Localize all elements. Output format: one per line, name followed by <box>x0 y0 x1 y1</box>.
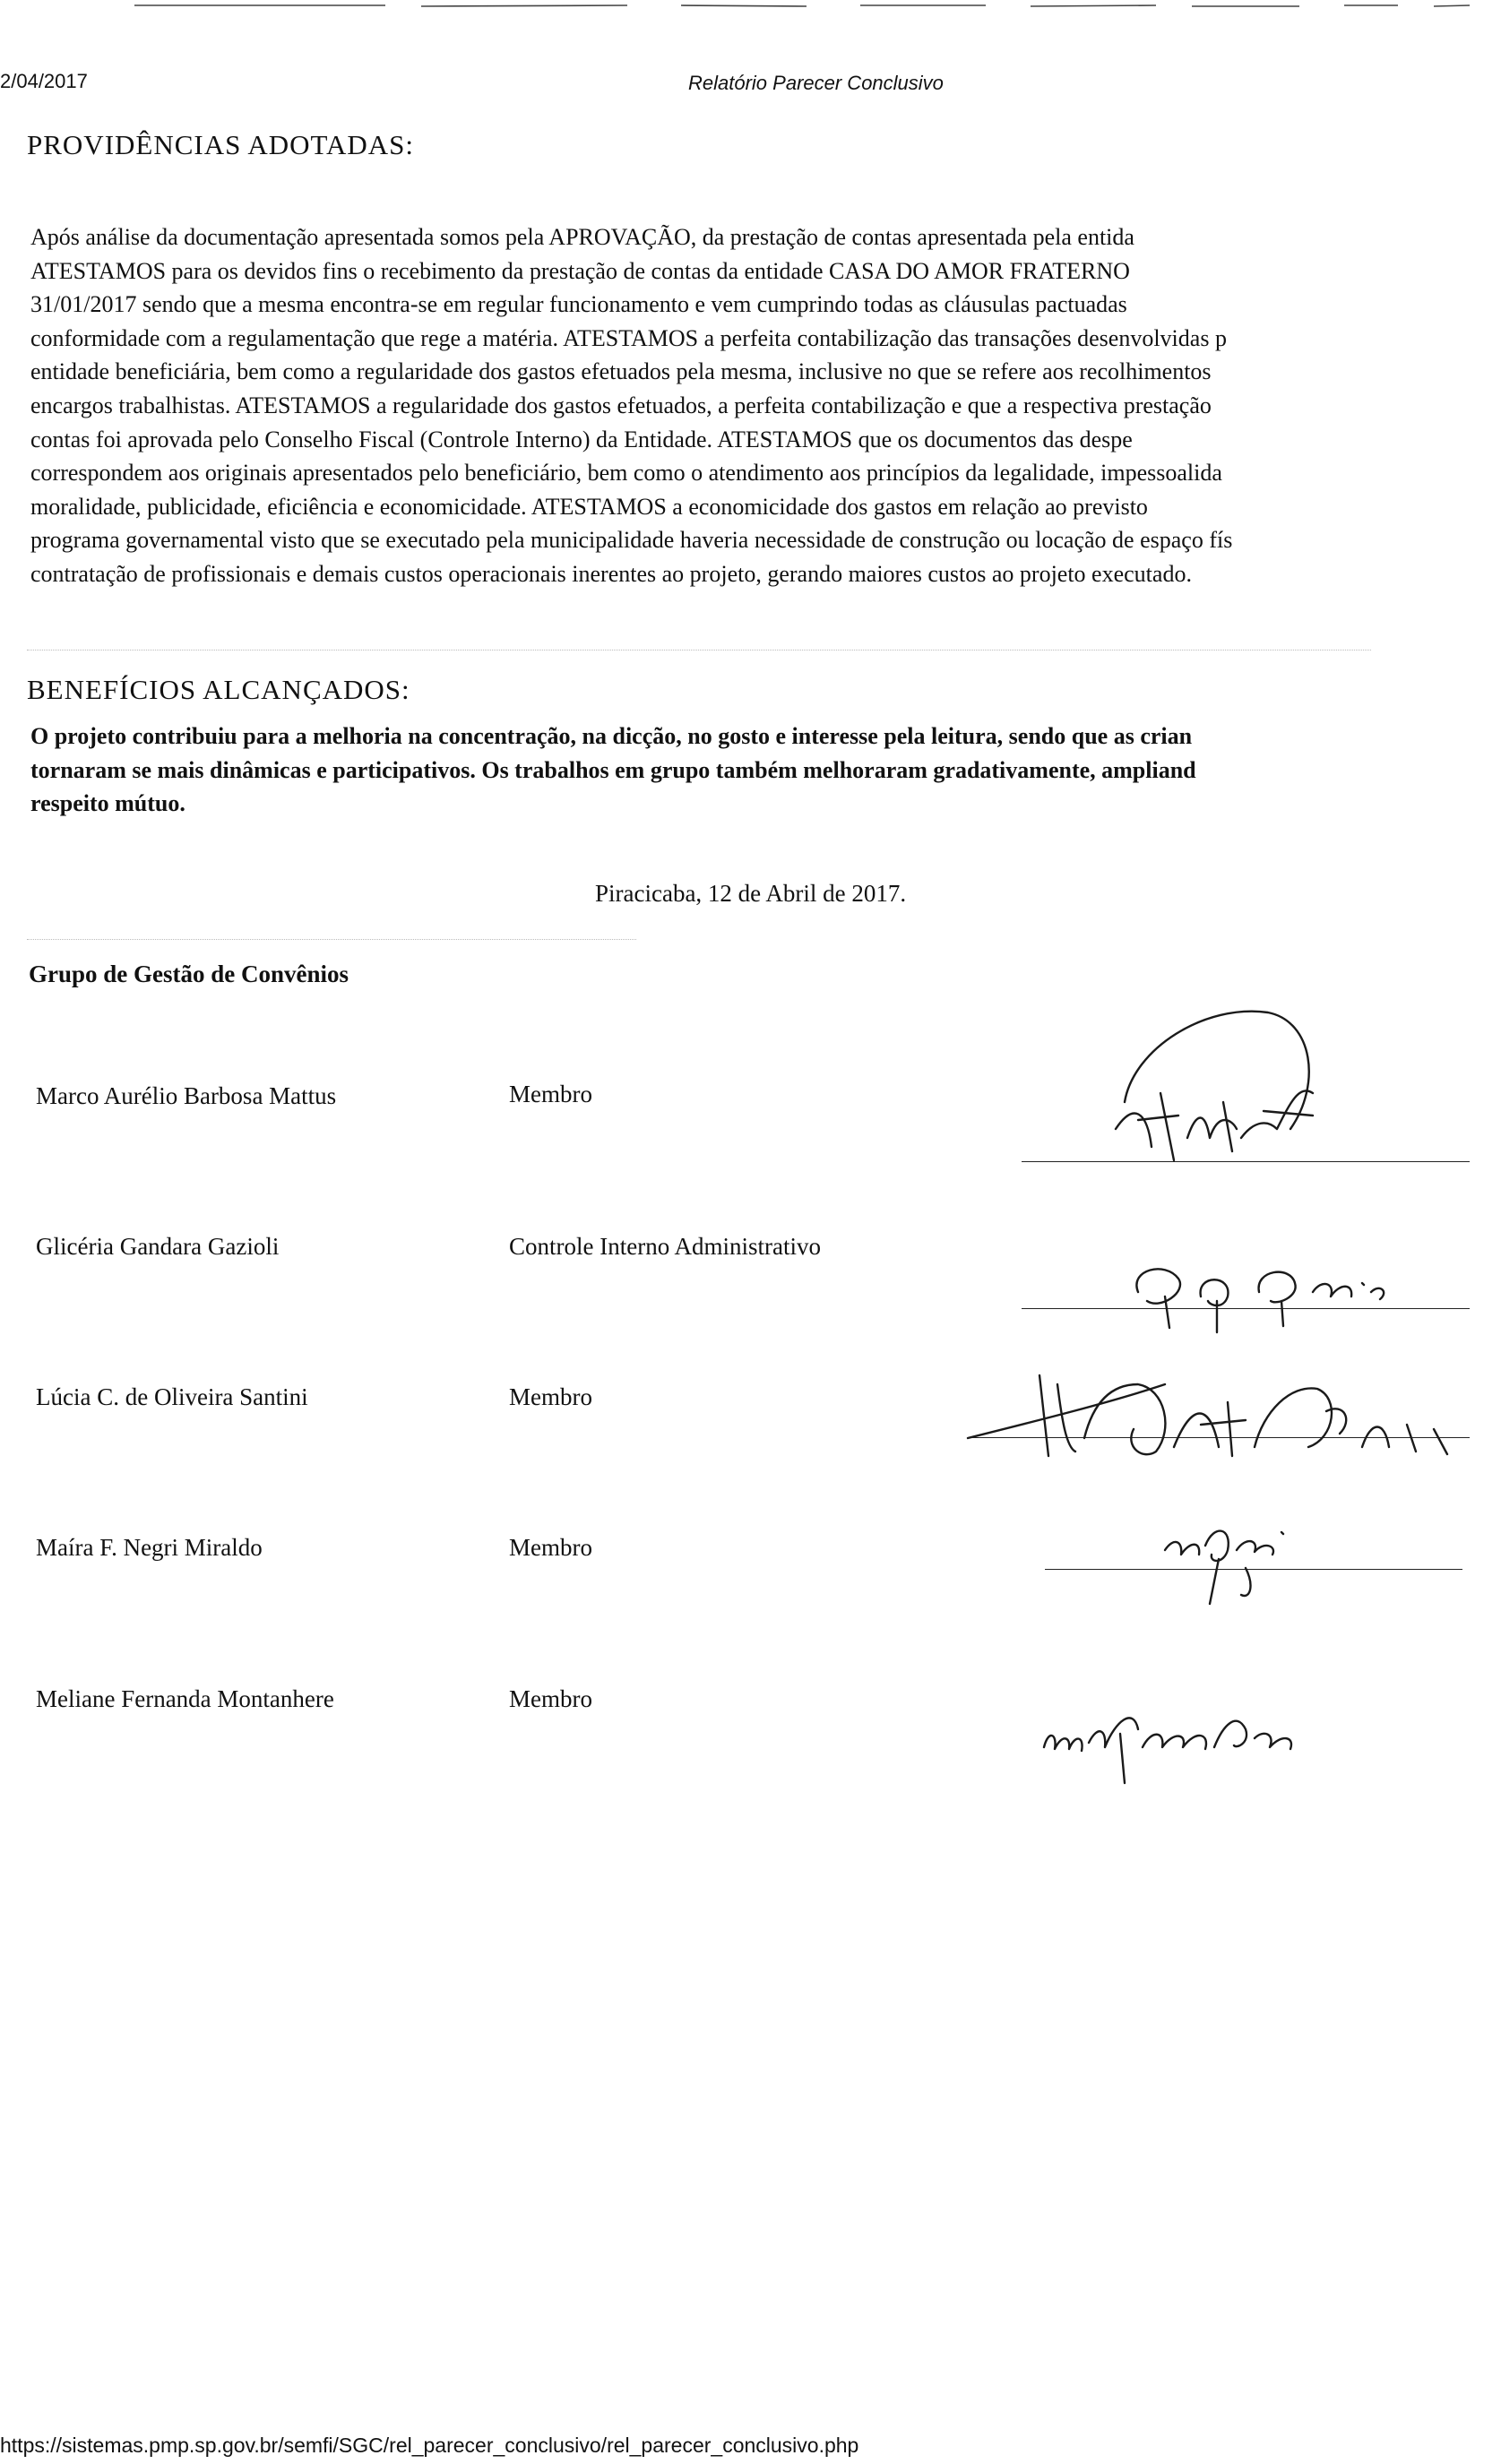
signature-4-icon <box>1156 1514 1335 1613</box>
member-name: Lúcia C. de Oliveira Santini <box>36 1383 308 1410</box>
text-line: ATESTAMOS para os devidos fins o recebimento da prestação de contas da entidade CASA DO AMOR FRATERNO <box>30 257 1130 284</box>
dotted-divider <box>27 939 636 940</box>
text-line: 31/01/2017 sendo que a mesma encontra-se em regular funcionamento e vem cumprindo todas as cláusulas pactuadas <box>30 291 1127 318</box>
text-line: correspondem aos originais apresentados pelo beneficiário, bem como o atendimento aos princípios da legalidade, impessoalida <box>30 460 1222 487</box>
member-role: Controle Interno Administrativo <box>509 1233 821 1260</box>
providencias-heading: PROVIDÊNCIAS ADOTADAS: <box>27 129 415 160</box>
providencias-paragraph <box>30 220 1501 591</box>
member-name: Glicéria Gandara Gazioli <box>36 1233 280 1260</box>
beneficios-heading: BENEFÍCIOS ALCANÇADOS: <box>27 674 410 705</box>
text-line: contratação de profissionais e demais custos operacionais inerentes ao projeto, gerando maiores custos ao projeto executado. <box>30 560 1192 587</box>
member-role: Membro <box>509 1081 592 1107</box>
footer-url: https://sistemas.pmp.sp.gov.br/semfi/SGC/rel_parecer_conclusivo/rel_parecer_conclusivo.php <box>0 2434 859 2457</box>
signature-1-icon <box>1098 995 1349 1165</box>
scan-top-line <box>0 0 1501 13</box>
text-line: contas foi aprovada pelo Conselho Fiscal (Controle Interno) da Entidade. ATESTAMOS que os documentos das despe <box>30 426 1133 452</box>
member-role: Membro <box>509 1685 592 1712</box>
header-date: 2/04/2017 <box>0 70 88 92</box>
header-title: Relatório Parecer Conclusivo <box>688 72 944 94</box>
member-name: Maíra F. Negri Miraldo <box>36 1534 263 1561</box>
city-date: Piracicaba, 12 de Abril de 2017. <box>595 880 907 907</box>
text-line: programa governamental visto que se executado pela municipalidade haveria necessidade de construção ou locação de espaço fís <box>30 527 1233 554</box>
text-line: entidade beneficiária, bem como a regularidade dos gastos efetuados pela mesma, inclusive no que se refere aos recolhimentos <box>30 358 1212 385</box>
signature-5-icon <box>1035 1693 1322 1792</box>
text-line: O projeto contribuiu para a melhoria na concentração, na dicção, no gosto e interesse pela leitura, sendo que as crian <box>30 723 1193 749</box>
member-role: Membro <box>509 1534 592 1561</box>
text-line: encargos trabalhistas. ATESTAMOS a regularidade dos gastos efetuados, a perfeita contabilização e que a respectiva prestação <box>30 392 1212 418</box>
group-title: Grupo de Gestão de Convênios <box>29 961 349 987</box>
signature-3-icon <box>932 1348 1488 1474</box>
text-line: moralidade, publicidade, eficiência e economicidade. ATESTAMOS a economicidade dos gastos em relação ao previsto <box>30 493 1148 520</box>
member-name: Meliane Fernanda Montanhere <box>36 1685 334 1712</box>
text-line: conformidade com a regulamentação que rege a matéria. ATESTAMOS a perfeita contabilização das transações desenvolvidas p <box>30 324 1227 351</box>
member-name: Marco Aurélio Barbosa Mattus <box>36 1082 337 1109</box>
beneficios-paragraph <box>30 719 1501 821</box>
text-line: respeito mútuo. <box>30 790 185 817</box>
text-line: Após análise da documentação apresentada somos pela APROVAÇÃO, da prestação de contas apresentada pela entida <box>30 224 1134 250</box>
signature-2-icon <box>1111 1256 1452 1337</box>
text-line: tornaram se mais dinâmicas e participativos. Os trabalhos em grupo também melhoraram gradativamente, ampliand <box>30 756 1196 783</box>
member-role: Membro <box>509 1383 592 1410</box>
